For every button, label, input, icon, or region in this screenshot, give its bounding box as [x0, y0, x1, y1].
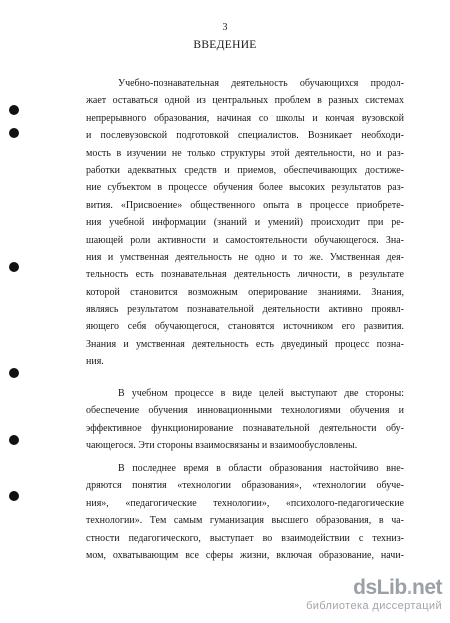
watermark	[306, 576, 442, 613]
page-title: ВВЕДЕНИЕ	[193, 39, 257, 51]
text-line: шающей роли активности и самостоятельности обучающегося. Зна-	[86, 234, 404, 246]
watermark-subtitle: библиотека диссертаций	[306, 600, 442, 612]
text-line: технологии». Тем самым гуманизация высшего образования, в ча-	[86, 515, 404, 527]
binding-hole	[9, 128, 19, 138]
binding-hole	[9, 262, 19, 272]
text-line: обеспечение обучения инновационными технологиями обучения и	[86, 405, 404, 417]
text-line: работки адекватных средств и приемов, обеспечивающих достиже-	[86, 164, 404, 176]
text-line: Учебно-познавательная деятельность обучающихся продол-	[118, 78, 404, 89]
paragraph-3	[86, 460, 404, 564]
text-line: яющего себя обучающегося, становятся источником его развития.	[86, 321, 404, 333]
page-number: 3	[222, 22, 228, 33]
text-line: ния.	[86, 356, 104, 368]
watermark-logo-dot: .	[406, 576, 412, 599]
text-line: ния и умственная деятельность не одно и то же. Умственная дея-	[86, 251, 404, 263]
text-line: В последнее время в области образования настойчиво вне-	[118, 463, 404, 474]
text-line: мость в изучении не только структуры этой деятельности, но и раз-	[86, 147, 404, 159]
text-line: являясь результатом познавательной деятельности активно проявл-	[86, 304, 404, 316]
binding-hole	[9, 491, 19, 501]
text-line: чающегося. Эти стороны взаимосвязаны и взаимообусловлены.	[86, 440, 358, 452]
paragraph-1	[86, 75, 404, 371]
text-line: которой становится возможным оперирование знаниями. Знания,	[86, 286, 404, 298]
watermark-logo-tld: net	[412, 576, 442, 599]
text-line: тельность есть познавательная деятельность личности, в результате	[86, 269, 404, 281]
text-line: ние субъектом в процессе обучения более высоких результатов раз-	[86, 182, 404, 194]
text-line: В учебном процессе в виде целей выступают две стороны:	[118, 388, 404, 399]
text-line: Знания и умственная деятельность есть двуединый процесс позна-	[86, 338, 404, 350]
watermark-logo	[306, 576, 442, 600]
binding-hole	[9, 435, 19, 445]
text-line: жает оставаться одной из центральных проблем в разных системах	[86, 95, 404, 107]
text-line: мом, охватывающим все сферы жизни, включая образование, начи-	[86, 549, 404, 561]
text-line: стности педагогического, выступает во взаимодействии с техниз-	[86, 532, 404, 544]
paragraph-2	[86, 385, 404, 455]
binding-hole	[9, 368, 19, 378]
text-line: и послевузовской подготовкой специалистов. Возникает необходи-	[86, 130, 404, 142]
watermark-logo-main: dsLib	[353, 576, 407, 599]
text-line: ния», «педагогические технологии», «психолого-педагогические	[86, 497, 404, 509]
binding-hole	[9, 105, 19, 115]
text-line: непрерывного образования, начиная со школы и кончая вузовской	[86, 112, 404, 124]
text-line: вития. «Присвоение» общественного опыта в процессе приобрете-	[86, 199, 404, 211]
text-line: дряются понятия «технологии образования», «технологии обуче-	[86, 480, 404, 492]
text-line: ния учебной информации (знаний и умений) происходит при ре-	[86, 217, 404, 229]
text-line: эффективное функционирование познавательной деятельности обу-	[86, 422, 404, 434]
